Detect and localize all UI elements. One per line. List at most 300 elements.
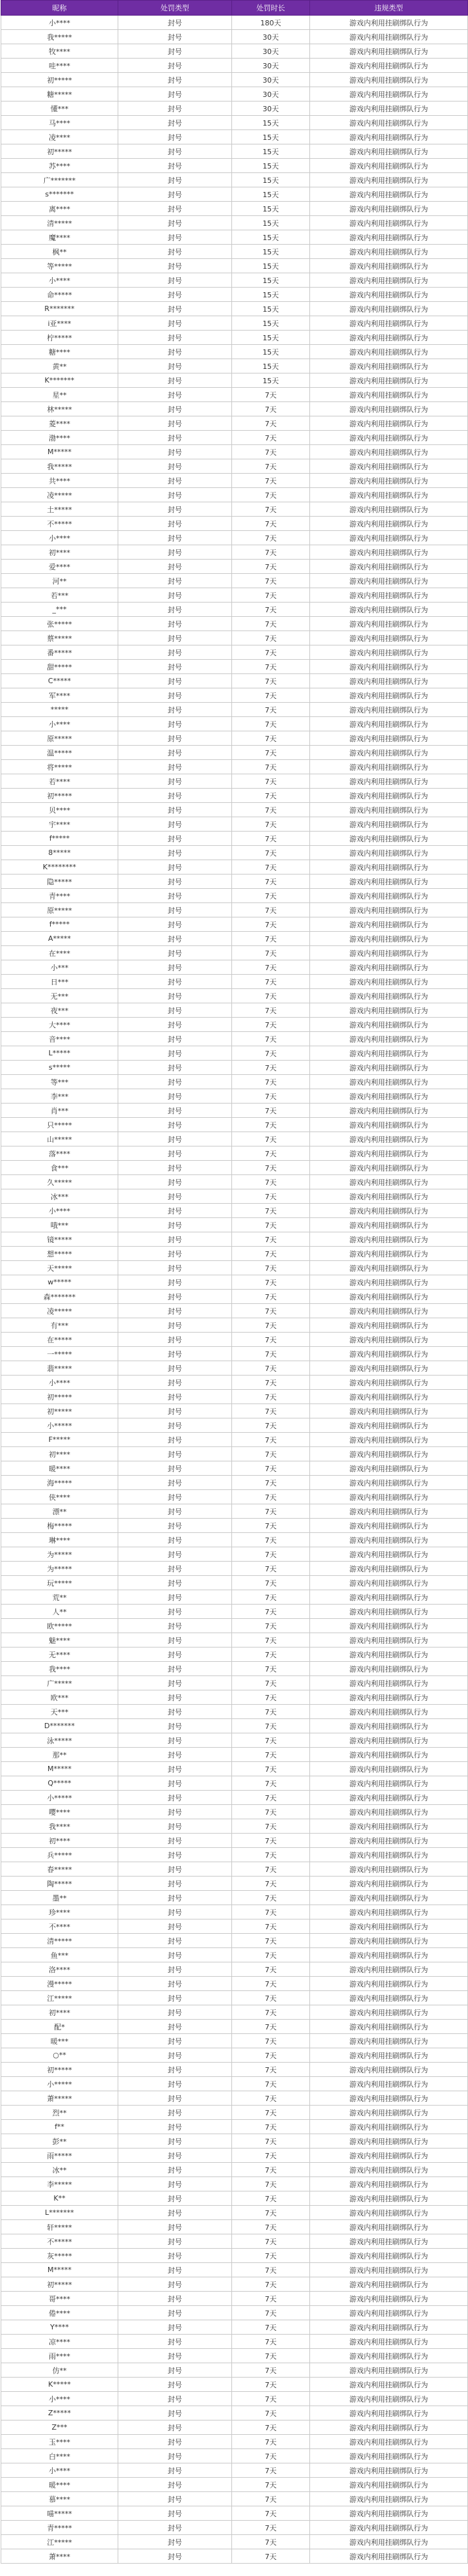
cell-penalty-duration: 7天: [232, 459, 310, 474]
table-row: [1, 1418, 468, 1433]
cell-violation-type: 游戏内利用挂刷绑队行为: [310, 1776, 468, 1791]
cell-violation-type: 游戏内利用挂刷绑队行为: [310, 1519, 468, 1533]
cell-penalty-type: 封号: [118, 674, 232, 688]
cell-penalty-duration: 7天: [232, 1290, 310, 1304]
cell-violation-type: 游戏内利用挂刷绑队行为: [310, 331, 468, 345]
cell-nickname: 为*****: [1, 1562, 118, 1576]
cell-nickname: 大****: [1, 1018, 118, 1032]
cell-penalty-duration: 7天: [232, 2306, 310, 2320]
cell-penalty-type: 封号: [118, 202, 232, 216]
table-row: [1, 2521, 468, 2535]
cell-violation-type: 游戏内利用挂刷绑队行为: [310, 989, 468, 1003]
cell-nickname: 荒**: [1, 1590, 118, 1605]
cell-violation-type: 游戏内利用挂刷绑队行为: [310, 1891, 468, 1905]
cell-penalty-type: 封号: [118, 144, 232, 159]
cell-penalty-duration: 7天: [232, 1118, 310, 1132]
cell-violation-type: 游戏内利用挂刷绑队行为: [310, 1032, 468, 1046]
cell-penalty-type: 封号: [118, 2005, 232, 2020]
cell-nickname: 久*****: [1, 1175, 118, 1189]
table-row: [1, 846, 468, 860]
cell-penalty-duration: 7天: [232, 2349, 310, 2363]
table-row: [1, 488, 468, 502]
cell-nickname: 离****: [1, 202, 118, 216]
cell-nickname: 初****: [1, 1834, 118, 1848]
table-row: [1, 331, 468, 345]
cell-violation-type: 游戏内利用挂刷绑队行为: [310, 2134, 468, 2149]
table-row: [1, 259, 468, 273]
cell-violation-type: 游戏内利用挂刷绑队行为: [310, 1905, 468, 1919]
cell-penalty-type: 封号: [118, 1204, 232, 1218]
table-row: [1, 1018, 468, 1032]
cell-penalty-type: 封号: [118, 2234, 232, 2249]
cell-penalty-type: 封号: [118, 2149, 232, 2163]
cell-penalty-type: 封号: [118, 1834, 232, 1848]
cell-violation-type: 游戏内利用挂刷绑队行为: [310, 59, 468, 73]
cell-violation-type: 游戏内利用挂刷绑队行为: [310, 144, 468, 159]
table-row: [1, 2435, 468, 2449]
cell-violation-type: 游戏内利用挂刷绑队行为: [310, 545, 468, 560]
cell-penalty-duration: 15天: [232, 345, 310, 359]
cell-penalty-type: 封号: [118, 1647, 232, 1662]
cell-penalty-duration: 7天: [232, 1433, 310, 1447]
cell-penalty-type: 封号: [118, 402, 232, 416]
cell-nickname: 初*****: [1, 789, 118, 803]
cell-penalty-type: 封号: [118, 273, 232, 288]
table-row: [1, 2277, 468, 2292]
cell-nickname: 初*****: [1, 2277, 118, 2292]
cell-nickname: 初*****: [1, 1404, 118, 1418]
cell-nickname: _***: [1, 603, 118, 617]
cell-penalty-duration: 7天: [232, 488, 310, 502]
cell-penalty-type: 封号: [118, 2077, 232, 2091]
cell-nickname: 原*****: [1, 731, 118, 746]
cell-violation-type: 游戏内利用挂刷绑队行为: [310, 173, 468, 187]
cell-violation-type: 游戏内利用挂刷绑队行为: [310, 2435, 468, 2449]
cell-violation-type: 游戏内利用挂刷绑队行为: [310, 302, 468, 316]
cell-nickname: 马****: [1, 116, 118, 130]
cell-penalty-type: 封号: [118, 1261, 232, 1275]
cell-penalty-duration: 7天: [232, 760, 310, 774]
cell-nickname: 初****: [1, 545, 118, 560]
cell-penalty-duration: 7天: [232, 860, 310, 874]
cell-nickname: 土*****: [1, 502, 118, 517]
cell-nickname: 仿**: [1, 2363, 118, 2378]
table-row: [1, 1290, 468, 1304]
cell-nickname: 海*****: [1, 1476, 118, 1490]
cell-penalty-type: 封号: [118, 445, 232, 459]
cell-penalty-type: 封号: [118, 746, 232, 760]
table-row: [1, 2320, 468, 2335]
cell-violation-type: 游戏内利用挂刷绑队行为: [310, 2306, 468, 2320]
cell-nickname: 音****: [1, 1032, 118, 1046]
cell-nickname: A*****: [1, 932, 118, 946]
table-row: [1, 1376, 468, 1390]
cell-penalty-type: 封号: [118, 588, 232, 603]
cell-penalty-type: 封号: [118, 2191, 232, 2206]
cell-penalty-duration: 7天: [232, 2335, 310, 2349]
cell-nickname: 江*****: [1, 2535, 118, 2549]
cell-violation-type: 游戏内利用挂刷绑队行为: [310, 674, 468, 688]
table-row: [1, 1977, 468, 1991]
cell-nickname: Y****: [1, 2320, 118, 2335]
table-row: [1, 2363, 468, 2378]
cell-nickname: 倦****: [1, 2306, 118, 2320]
cell-penalty-duration: 7天: [232, 1361, 310, 1376]
cell-violation-type: 游戏内利用挂刷绑队行为: [310, 316, 468, 331]
table-row: [1, 2077, 468, 2091]
cell-nickname: 小****: [1, 531, 118, 545]
cell-nickname: 番*****: [1, 645, 118, 660]
cell-penalty-type: 封号: [118, 259, 232, 273]
cell-nickname: K********: [1, 860, 118, 874]
cell-penalty-type: 封号: [118, 1877, 232, 1891]
cell-penalty-duration: 7天: [232, 388, 310, 402]
cell-nickname: 星**: [1, 388, 118, 402]
cell-penalty-type: 封号: [118, 1347, 232, 1361]
cell-penalty-duration: 30天: [232, 30, 310, 44]
cell-nickname: 甜*****: [1, 660, 118, 674]
cell-penalty-duration: 7天: [232, 2249, 310, 2263]
table-row: [1, 2492, 468, 2506]
cell-penalty-type: 封号: [118, 1418, 232, 1433]
cell-violation-type: 游戏内利用挂刷绑队行为: [310, 2005, 468, 2020]
cell-penalty-duration: 7天: [232, 1748, 310, 1762]
cell-penalty-duration: 7天: [232, 1476, 310, 1490]
cell-penalty-duration: 7天: [232, 1719, 310, 1733]
table-row: [1, 202, 468, 216]
table-row: [1, 1304, 468, 1318]
cell-nickname: 小****: [1, 16, 118, 30]
cell-penalty-type: 封号: [118, 574, 232, 588]
cell-penalty-duration: 7天: [232, 574, 310, 588]
cell-nickname: 共****: [1, 474, 118, 488]
cell-penalty-duration: 7天: [232, 2034, 310, 2048]
table-row: [1, 1261, 468, 1275]
cell-violation-type: 游戏内利用挂刷绑队行为: [310, 1719, 468, 1733]
cell-violation-type: 游戏内利用挂刷绑队行为: [310, 1862, 468, 1877]
cell-nickname: 爱****: [1, 560, 118, 574]
table-header: [1, 1, 468, 16]
cell-penalty-duration: 7天: [232, 474, 310, 488]
table-row: [1, 2249, 468, 2263]
cell-violation-type: 游戏内利用挂刷绑队行为: [310, 1633, 468, 1647]
cell-penalty-type: 封号: [118, 817, 232, 832]
cell-penalty-duration: 7天: [232, 1905, 310, 1919]
cell-violation-type: 游戏内利用挂刷绑队行为: [310, 2463, 468, 2478]
cell-penalty-duration: 7天: [232, 588, 310, 603]
cell-nickname: 嘤****: [1, 1805, 118, 1819]
cell-penalty-duration: 7天: [232, 2378, 310, 2392]
cell-violation-type: 游戏内利用挂刷绑队行为: [310, 1447, 468, 1461]
cell-penalty-duration: 7天: [232, 846, 310, 860]
cell-penalty-duration: 7天: [232, 1304, 310, 1318]
cell-penalty-duration: 7天: [232, 2420, 310, 2435]
cell-penalty-duration: 7天: [232, 2048, 310, 2063]
cell-nickname: 泳*****: [1, 1733, 118, 1748]
cell-violation-type: 游戏内利用挂刷绑队行为: [310, 159, 468, 173]
cell-nickname: 雨*****: [1, 2149, 118, 2163]
cell-violation-type: 游戏内利用挂刷绑队行为: [310, 1991, 468, 2005]
cell-penalty-duration: 15天: [232, 202, 310, 216]
cell-penalty-type: 封号: [118, 2020, 232, 2034]
cell-penalty-type: 封号: [118, 1075, 232, 1089]
cell-violation-type: 游戏内利用挂刷绑队行为: [310, 345, 468, 359]
cell-penalty-type: 封号: [118, 44, 232, 59]
table-row: [1, 2220, 468, 2234]
cell-penalty-type: 封号: [118, 2349, 232, 2363]
cell-penalty-type: 封号: [118, 187, 232, 202]
cell-penalty-type: 封号: [118, 2521, 232, 2535]
cell-penalty-type: 封号: [118, 531, 232, 545]
cell-penalty-duration: 7天: [232, 1418, 310, 1433]
cell-penalty-duration: 7天: [232, 717, 310, 731]
cell-nickname: 翡*****: [1, 1361, 118, 1376]
cell-penalty-duration: 15天: [232, 173, 310, 187]
table-row: [1, 1232, 468, 1247]
cell-violation-type: 游戏内利用挂刷绑队行为: [310, 2363, 468, 2378]
cell-violation-type: 游戏内利用挂刷绑队行为: [310, 1647, 468, 1662]
cell-violation-type: 游戏内利用挂刷绑队行为: [310, 1762, 468, 1776]
cell-nickname: 雨****: [1, 2349, 118, 2363]
cell-nickname: 小****: [1, 2463, 118, 2478]
table-row: [1, 2191, 468, 2206]
table-row: [1, 989, 468, 1003]
cell-nickname: 小*****: [1, 1418, 118, 1433]
cell-penalty-duration: 180天: [232, 16, 310, 30]
table-row: [1, 2106, 468, 2120]
cell-nickname: 等*****: [1, 259, 118, 273]
cell-violation-type: 游戏内利用挂刷绑队行为: [310, 832, 468, 846]
cell-nickname: 宇****: [1, 817, 118, 832]
cell-nickname: 只*****: [1, 1118, 118, 1132]
cell-penalty-duration: 7天: [232, 1232, 310, 1247]
cell-penalty-duration: 7天: [232, 2206, 310, 2220]
cell-penalty-type: 封号: [118, 459, 232, 474]
table-row: [1, 1905, 468, 1919]
cell-violation-type: 游戏内利用挂刷绑队行为: [310, 688, 468, 703]
cell-nickname: F*****: [1, 1433, 118, 1447]
cell-penalty-duration: 7天: [232, 1633, 310, 1647]
cell-penalty-duration: 7天: [232, 903, 310, 917]
cell-violation-type: 游戏内利用挂刷绑队行为: [310, 1504, 468, 1519]
cell-violation-type: 游戏内利用挂刷绑队行为: [310, 1562, 468, 1576]
cell-nickname: 初*****: [1, 73, 118, 87]
cell-penalty-duration: 7天: [232, 746, 310, 760]
table-row: [1, 1848, 468, 1862]
cell-penalty-type: 封号: [118, 1447, 232, 1461]
cell-nickname: 清*****: [1, 1934, 118, 1948]
cell-violation-type: 游戏内利用挂刷绑队行为: [310, 2206, 468, 2220]
table-row: [1, 2406, 468, 2420]
cell-penalty-type: 封号: [118, 2048, 232, 2063]
cell-penalty-duration: 7天: [232, 1533, 310, 1547]
cell-penalty-duration: 7天: [232, 1161, 310, 1175]
cell-violation-type: 游戏内利用挂刷绑队行为: [310, 2449, 468, 2463]
cell-nickname: 那**: [1, 1748, 118, 1762]
cell-violation-type: 游戏内利用挂刷绑队行为: [310, 459, 468, 474]
cell-violation-type: 游戏内利用挂刷绑队行为: [310, 2420, 468, 2435]
cell-nickname: 陶*****: [1, 1877, 118, 1891]
cell-violation-type: 游戏内利用挂刷绑队行为: [310, 2034, 468, 2048]
cell-penalty-duration: 7天: [232, 2091, 310, 2106]
cell-violation-type: 游戏内利用挂刷绑队行为: [310, 474, 468, 488]
table-row: [1, 803, 468, 817]
cell-penalty-type: 封号: [118, 1791, 232, 1805]
cell-violation-type: 游戏内利用挂刷绑队行为: [310, 2521, 468, 2535]
cell-violation-type: 游戏内利用挂刷绑队行为: [310, 102, 468, 116]
cell-penalty-duration: 7天: [232, 2478, 310, 2492]
table-row: [1, 1003, 468, 1018]
cell-penalty-duration: 7天: [232, 2005, 310, 2020]
cell-nickname: 我****: [1, 1819, 118, 1834]
cell-penalty-type: 封号: [118, 1776, 232, 1791]
table-row: [1, 1504, 468, 1519]
cell-penalty-duration: 7天: [232, 1447, 310, 1461]
cell-violation-type: 游戏内利用挂刷绑队行为: [310, 1275, 468, 1290]
cell-nickname: 枫**: [1, 245, 118, 259]
cell-violation-type: 游戏内利用挂刷绑队行为: [310, 2406, 468, 2420]
table-row: [1, 373, 468, 388]
cell-violation-type: 游戏内利用挂刷绑队行为: [310, 1662, 468, 1676]
cell-violation-type: 游戏内利用挂刷绑队行为: [310, 1576, 468, 1590]
cell-violation-type: 游戏内利用挂刷绑队行为: [310, 1733, 468, 1748]
cell-violation-type: 游戏内利用挂刷绑队行为: [310, 2234, 468, 2249]
cell-penalty-type: 封号: [118, 1962, 232, 1977]
cell-violation-type: 游戏内利用挂刷绑队行为: [310, 660, 468, 674]
cell-penalty-type: 封号: [118, 159, 232, 173]
cell-penalty-duration: 7天: [232, 1605, 310, 1619]
cell-violation-type: 游戏内利用挂刷绑队行为: [310, 1046, 468, 1061]
cell-penalty-type: 封号: [118, 1676, 232, 1690]
cell-penalty-type: 封号: [118, 1547, 232, 1562]
cell-penalty-type: 封号: [118, 245, 232, 259]
cell-penalty-duration: 7天: [232, 2277, 310, 2292]
cell-violation-type: 游戏内利用挂刷绑队行为: [310, 774, 468, 789]
cell-penalty-type: 封号: [118, 102, 232, 116]
table-row: [1, 1046, 468, 1061]
cell-penalty-duration: 15天: [232, 130, 310, 144]
cell-penalty-duration: 30天: [232, 102, 310, 116]
cell-penalty-duration: 7天: [232, 2535, 310, 2549]
cell-penalty-type: 封号: [118, 1132, 232, 1146]
cell-violation-type: 游戏内利用挂刷绑队行为: [310, 416, 468, 431]
cell-penalty-duration: 7天: [232, 1003, 310, 1018]
cell-violation-type: 游戏内利用挂刷绑队行为: [310, 388, 468, 402]
cell-penalty-type: 封号: [118, 1333, 232, 1347]
cell-penalty-duration: 7天: [232, 445, 310, 459]
cell-penalty-type: 封号: [118, 960, 232, 975]
cell-penalty-duration: 7天: [232, 1948, 310, 1962]
cell-penalty-duration: 7天: [232, 832, 310, 846]
cell-penalty-type: 封号: [118, 2449, 232, 2463]
cell-violation-type: 游戏内利用挂刷绑队行为: [310, 603, 468, 617]
cell-penalty-type: 封号: [118, 703, 232, 717]
table-row: [1, 345, 468, 359]
cell-nickname: 萧****: [1, 2549, 118, 2564]
cell-nickname: 糖****: [1, 345, 118, 359]
cell-penalty-type: 封号: [118, 2206, 232, 2220]
cell-violation-type: 游戏内利用挂刷绑队行为: [310, 1619, 468, 1633]
cell-penalty-duration: 7天: [232, 2363, 310, 2378]
cell-penalty-duration: 15天: [232, 316, 310, 331]
cell-nickname: 青****: [1, 889, 118, 903]
header-row: [1, 1, 468, 16]
cell-violation-type: 游戏内利用挂刷绑队行为: [310, 187, 468, 202]
cell-penalty-duration: 7天: [232, 1461, 310, 1476]
header-violation-type: 违规类型: [310, 1, 468, 16]
cell-penalty-type: 封号: [118, 16, 232, 30]
table-row: [1, 2392, 468, 2406]
cell-violation-type: 游戏内利用挂刷绑队行为: [310, 1877, 468, 1891]
cell-nickname: 李***: [1, 1089, 118, 1104]
cell-penalty-type: 封号: [118, 1934, 232, 1948]
cell-nickname: Z***: [1, 2420, 118, 2435]
cell-penalty-type: 封号: [118, 946, 232, 960]
cell-penalty-duration: 15天: [232, 216, 310, 230]
cell-violation-type: 游戏内利用挂刷绑队行为: [310, 588, 468, 603]
cell-penalty-duration: 7天: [232, 1018, 310, 1032]
cell-violation-type: 游戏内利用挂刷绑队行为: [310, 874, 468, 889]
cell-penalty-type: 封号: [118, 2478, 232, 2492]
table-row: [1, 760, 468, 774]
table-row: [1, 459, 468, 474]
table-row: [1, 359, 468, 373]
cell-penalty-type: 封号: [118, 1705, 232, 1719]
cell-nickname: *****: [1, 703, 118, 717]
cell-nickname: 灰*****: [1, 2249, 118, 2263]
cell-violation-type: 游戏内利用挂刷绑队行为: [310, 1805, 468, 1819]
cell-violation-type: 游戏内利用挂刷绑队行为: [310, 445, 468, 459]
cell-penalty-type: 封号: [118, 1504, 232, 1519]
cell-penalty-type: 封号: [118, 1805, 232, 1819]
cell-penalty-type: 封号: [118, 288, 232, 302]
cell-penalty-type: 封号: [118, 2120, 232, 2134]
table-row: [1, 144, 468, 159]
cell-penalty-duration: 7天: [232, 2077, 310, 2091]
cell-penalty-duration: 7天: [232, 1390, 310, 1404]
cell-penalty-duration: 7天: [232, 960, 310, 975]
table-row: [1, 1562, 468, 1576]
cell-penalty-duration: 7天: [232, 2406, 310, 2420]
cell-penalty-duration: 7天: [232, 1376, 310, 1390]
cell-penalty-duration: 7天: [232, 975, 310, 989]
cell-violation-type: 游戏内利用挂刷绑队行为: [310, 2163, 468, 2177]
cell-penalty-type: 封号: [118, 1891, 232, 1905]
cell-penalty-duration: 7天: [232, 502, 310, 517]
cell-violation-type: 游戏内利用挂刷绑队行为: [310, 2077, 468, 2091]
cell-violation-type: 游戏内利用挂刷绑队行为: [310, 1104, 468, 1118]
cell-nickname: 天***: [1, 1705, 118, 1719]
cell-nickname: 暖****: [1, 2478, 118, 2492]
cell-nickname: 我*****: [1, 459, 118, 474]
table-row: [1, 2420, 468, 2435]
table-row: [1, 216, 468, 230]
table-row: [1, 1089, 468, 1104]
cell-nickname: L*******: [1, 2206, 118, 2220]
cell-penalty-duration: 7天: [232, 531, 310, 545]
cell-penalty-duration: 7天: [232, 1877, 310, 1891]
cell-penalty-type: 封号: [118, 2163, 232, 2177]
table-row: [1, 44, 468, 59]
cell-penalty-duration: 7天: [232, 946, 310, 960]
table-row: [1, 1490, 468, 1504]
table-row: [1, 574, 468, 588]
table-row: [1, 1104, 468, 1118]
cell-penalty-duration: 7天: [232, 889, 310, 903]
cell-penalty-type: 封号: [118, 2335, 232, 2349]
cell-penalty-type: 封号: [118, 2106, 232, 2120]
cell-penalty-duration: 7天: [232, 1776, 310, 1791]
